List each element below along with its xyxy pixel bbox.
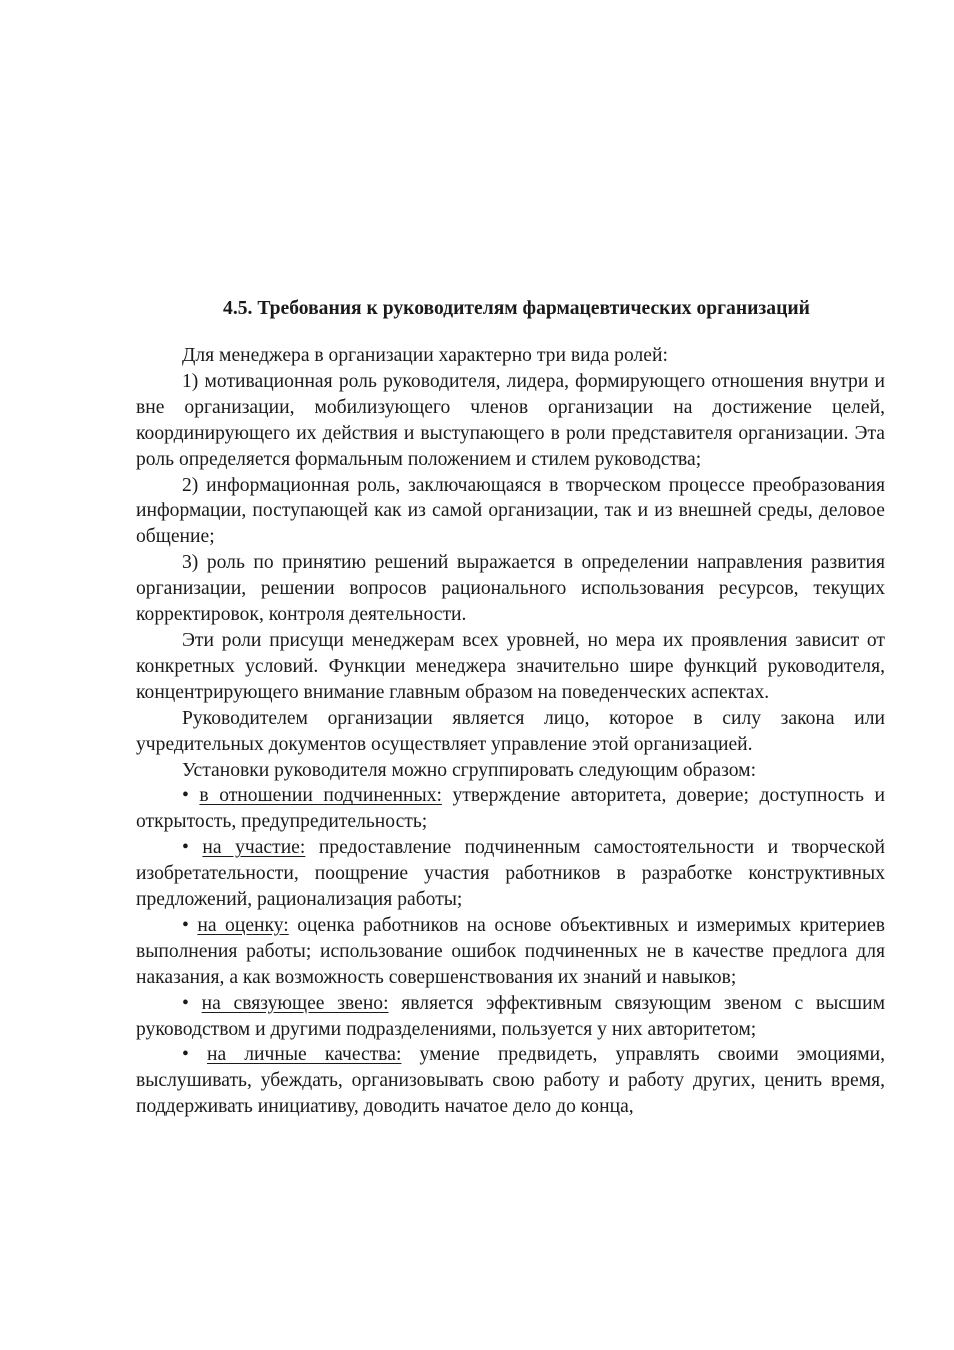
paragraph-head-definition: Руководителем организации является лицо, которое в силу закона или учредительных документов осуществляет управление этой организацией.: [136, 707, 885, 755]
bullet-marker: •: [182, 785, 189, 807]
bullet-text: предоставление подчиненным самостоятельности и творческой изобретательности, поощрение участия работников в разработке конструктивных предложений, рационализация работы;: [136, 837, 885, 911]
bullet-label: на личные качества:: [206, 1044, 402, 1066]
bullet-label: на оценку:: [197, 914, 289, 936]
paragraph-role-informational: 2) информационная роль, заключающаяся в творческом процессе преобразования информации, поступающей как из самой организации, так и из внешней среды, деловое общение;: [136, 474, 885, 548]
bullet-marker: •: [182, 914, 189, 936]
bullet-marker: •: [182, 1044, 189, 1066]
bullet-text: является эффективным связующим звеном с высшим руководством и другими подразделениями, пользуется у них авторитетом;: [136, 992, 885, 1040]
paragraph-roles-summary: Эти роли присущи менеджерам всех уровней, но мера их проявления зависит от конкретных условий. Функции менеджера значительно шире функций руководителя, концентрирующего внимание главным образом на поведенческих аспектах.: [136, 629, 885, 703]
bullet-participation: [136, 835, 885, 913]
paragraph-intro: Для менеджера в организации характерно три вида ролей:: [182, 345, 668, 366]
bullet-personal-qualities: [136, 1042, 885, 1120]
bullet-text: умение предвидеть, управлять своими эмоциями, выслушивать, убеждать, организовывать свою работу и работу других, ценить время, поддерживать инициативу, доводить начатое дело до конца,: [136, 1044, 885, 1118]
paragraph-role-decision: 3) роль по принятию решений выражается в определении направления развития организации, решении вопросов рационального использования ресурсов, текущих корректировок, контроля деятельности.: [136, 552, 885, 626]
bullet-label: на связующее звено:: [201, 992, 389, 1014]
bullet-text: утверждение авторитета, доверие; доступность и открытость, предупредительность;: [136, 785, 885, 833]
bullet-link: [136, 991, 885, 1043]
bullet-marker: •: [182, 837, 189, 859]
paragraph-attitudes-intro: Установки руководителя можно сгруппировать следующим образом:: [182, 759, 757, 781]
page-content: [136, 296, 885, 1120]
bullet-label: в отношении подчиненных:: [199, 785, 442, 807]
bullet-marker: •: [182, 992, 189, 1014]
bullet-evaluation: [136, 913, 885, 991]
bullet-label: на участие:: [202, 837, 306, 859]
bullet-subordinates: [136, 783, 885, 835]
section-heading: 4.5. Требования к руководителям фармацевтических организаций: [223, 298, 810, 319]
paragraph-role-motivational: 1) мотивационная роль руководителя, лидера, формирующего отношения внутри и вне организации, мобилизующего членов организации на достижение целей, координирующего их действия и выступающего в роли представителя организации. Эта роль определяется формальным положением и стилем руководства;: [136, 370, 885, 470]
bullet-text: оценка работников на основе объективных и измеримых критериев выполнения работы; использование ошибок подчиненных не в качестве предлога для наказания, а как возможность совершенствования их знаний и навыков;: [136, 914, 885, 988]
